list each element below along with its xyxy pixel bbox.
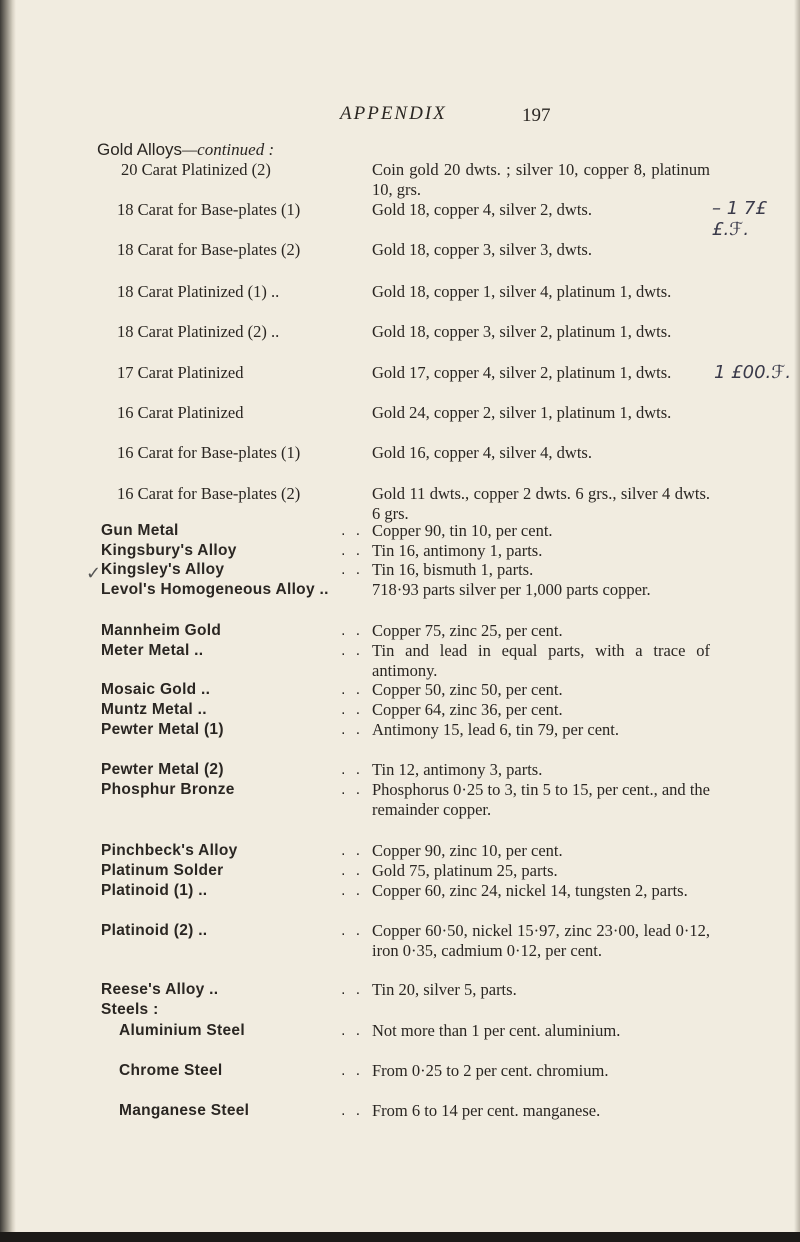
- alloy-name-text: Pinchbeck's Alloy: [101, 842, 238, 859]
- alloy-description: Coin gold 20 dwts. ; silver 10, copper 8, platinum 10, grs.: [372, 160, 710, 199]
- dot-leader: . .: [341, 681, 363, 698]
- alloy-name: [101, 1101, 363, 1121]
- alloy-description: Gold 18, copper 3, silver 3, dwts.: [372, 240, 592, 259]
- dot-leader: . .: [341, 561, 363, 578]
- alloy-name: 20 Carat Platinized (2): [121, 160, 271, 179]
- alloy-name: [101, 1061, 363, 1081]
- dot-leader: . .: [341, 721, 363, 738]
- alloy-description: 718·93 parts silver per 1,000 parts copper.: [372, 580, 651, 599]
- dot-leader: . .: [341, 542, 363, 559]
- alloy-name: [101, 861, 363, 881]
- dot-leader: . .: [341, 842, 363, 859]
- page-number: 197: [522, 105, 551, 126]
- alloy-name-text: Gun Metal: [101, 522, 179, 539]
- dot-leader: . .: [341, 862, 363, 879]
- alloy-description: Tin 12, antimony 3, parts.: [372, 760, 543, 779]
- dot-leader: . .: [341, 1022, 363, 1039]
- alloy-description: From 0·25 to 2 per cent. chromium.: [372, 1061, 609, 1080]
- dot-leader: . .: [341, 522, 363, 539]
- handwritten-note: – 1 7££.ℱ.: [712, 198, 767, 240]
- dot-leader: . .: [341, 1062, 363, 1079]
- alloy-description: Tin 20, silver 5, parts.: [372, 980, 517, 999]
- alloy-name: [101, 720, 363, 740]
- section-title: [97, 140, 274, 160]
- alloy-description: Gold 75, platinum 25, parts.: [372, 861, 558, 880]
- alloy-name: [101, 1000, 363, 1020]
- alloy-name-text: Chrome Steel: [119, 1062, 223, 1079]
- alloy-name: 18 Carat for Base-plates (1): [117, 200, 301, 219]
- alloy-description: Gold 18, copper 1, silver 4, platinum 1, dwts.: [372, 282, 672, 301]
- dot-leader: . .: [341, 622, 363, 639]
- alloy-description: Copper 90, zinc 10, per cent.: [372, 841, 563, 860]
- alloy-description: Gold 18, copper 4, silver 2, dwts.: [372, 200, 592, 219]
- alloy-name-text: Muntz Metal ..: [101, 701, 207, 718]
- alloy-name: [101, 621, 363, 641]
- alloy-name-text: Pewter Metal (1): [101, 721, 224, 738]
- alloy-name: [101, 700, 363, 720]
- alloy-name-text: Manganese Steel: [119, 1102, 250, 1119]
- alloy-name-text: Kingsley's Alloy: [101, 561, 225, 578]
- alloy-name-text: Platinoid (1) ..: [101, 882, 208, 899]
- alloy-description: Tin 16, antimony 1, parts.: [372, 541, 543, 560]
- alloy-name-text: Mosaic Gold ..: [101, 681, 211, 698]
- alloy-name: [101, 780, 363, 800]
- handwritten-note: 1 £00.ℱ.: [714, 362, 792, 383]
- alloy-name: 16 Carat for Base-plates (2): [117, 484, 301, 503]
- book-spine-shadow: [0, 0, 16, 1242]
- page-header: [0, 103, 800, 133]
- alloy-name: [101, 580, 363, 600]
- alloy-name-text: Meter Metal ..: [101, 642, 204, 659]
- alloy-name-text: Pewter Metal (2): [101, 761, 224, 778]
- alloy-name-text: Reese's Alloy ..: [101, 981, 219, 998]
- alloy-description: From 6 to 14 per cent. manganese.: [372, 1101, 601, 1120]
- bottom-edge: [0, 1232, 800, 1242]
- alloy-description: Gold 16, copper 4, silver 4, dwts.: [372, 443, 592, 462]
- alloy-description: Gold 24, copper 2, silver 1, platinum 1, dwts.: [372, 403, 672, 422]
- alloy-name-text: Mannheim Gold: [101, 622, 222, 639]
- dot-leader: . .: [341, 1102, 363, 1119]
- alloy-name: [101, 680, 363, 700]
- alloy-name: 18 Carat for Base-plates (2): [117, 240, 301, 259]
- alloy-name: [101, 760, 363, 780]
- alloy-name: [101, 980, 363, 1000]
- alloy-name: 16 Carat Platinized: [117, 403, 244, 422]
- alloy-name-text: Levol's Homogeneous Alloy ..: [101, 581, 329, 598]
- alloy-description: Tin 16, bismuth 1, parts.: [372, 560, 534, 579]
- alloy-name: [101, 921, 363, 941]
- alloy-name: [101, 521, 363, 541]
- dot-leader: . .: [341, 781, 363, 798]
- dot-leader: . .: [341, 642, 363, 659]
- alloy-description: Gold 18, copper 3, silver 2, platinum 1, dwts.: [372, 322, 672, 341]
- dot-leader: . .: [341, 701, 363, 718]
- alloy-name-text: Platinoid (2) ..: [101, 922, 208, 939]
- dot-leader: . .: [341, 981, 363, 998]
- alloy-name: [101, 1021, 363, 1041]
- alloy-description: Copper 64, zinc 36, per cent.: [372, 700, 563, 719]
- alloy-name-text: Kingsbury's Alloy: [101, 542, 237, 559]
- running-head: APPENDIX: [340, 103, 447, 124]
- dot-leader: . .: [341, 761, 363, 778]
- alloy-name-text: Platinum Solder: [101, 862, 224, 879]
- alloy-description: Antimony 15, lead 6, tin 79, per cent.: [372, 720, 619, 739]
- dot-leader: . .: [341, 882, 363, 899]
- alloy-name: [101, 560, 363, 580]
- alloy-name-text: Steels :: [101, 1001, 159, 1018]
- alloy-name: 16 Carat for Base-plates (1): [117, 443, 301, 462]
- alloy-description: Phosphorus 0·25 to 3, tin 5 to 15, per cent., and the remainder copper.: [372, 780, 710, 819]
- dot-leader: . .: [341, 922, 363, 939]
- alloy-description: Not more than 1 per cent. aluminium.: [372, 1021, 621, 1040]
- check-mark-icon: ✓: [86, 563, 102, 584]
- section-title-main: Gold Alloys: [97, 140, 183, 159]
- alloy-description: Copper 60·50, nickel 15·97, zinc 23·00, lead 0·12, iron 0·35, cadmium 0·12, per cent.: [372, 921, 710, 960]
- alloy-name: [101, 841, 363, 861]
- alloy-name: 18 Carat Platinized (2) ..: [117, 322, 280, 341]
- alloy-description: Copper 60, zinc 24, nickel 14, tungsten 2, parts.: [372, 881, 688, 900]
- section-title-suffix: —continued :: [182, 140, 275, 159]
- alloy-name: [101, 641, 363, 661]
- alloy-name-text: Phosphur Bronze: [101, 781, 235, 798]
- alloy-name-text: Aluminium Steel: [119, 1022, 245, 1039]
- alloy-name: [101, 541, 363, 561]
- alloy-description: Copper 75, zinc 25, per cent.: [372, 621, 563, 640]
- alloy-name: 17 Carat Platinized: [117, 363, 244, 382]
- alloy-description: Gold 11 dwts., copper 2 dwts. 6 grs., silver 4 dwts. 6 grs.: [372, 484, 710, 523]
- alloy-description: Gold 17, copper 4, silver 2, platinum 1, dwts.: [372, 363, 672, 382]
- alloy-description: Copper 90, tin 10, per cent.: [372, 521, 553, 540]
- alloy-name: [101, 881, 363, 901]
- alloy-name: 18 Carat Platinized (1) ..: [117, 282, 280, 301]
- page-edge: [794, 0, 800, 1242]
- alloy-description: Tin and lead in equal parts, with a trace of antimony.: [372, 641, 710, 680]
- alloy-description: Copper 50, zinc 50, per cent.: [372, 680, 563, 699]
